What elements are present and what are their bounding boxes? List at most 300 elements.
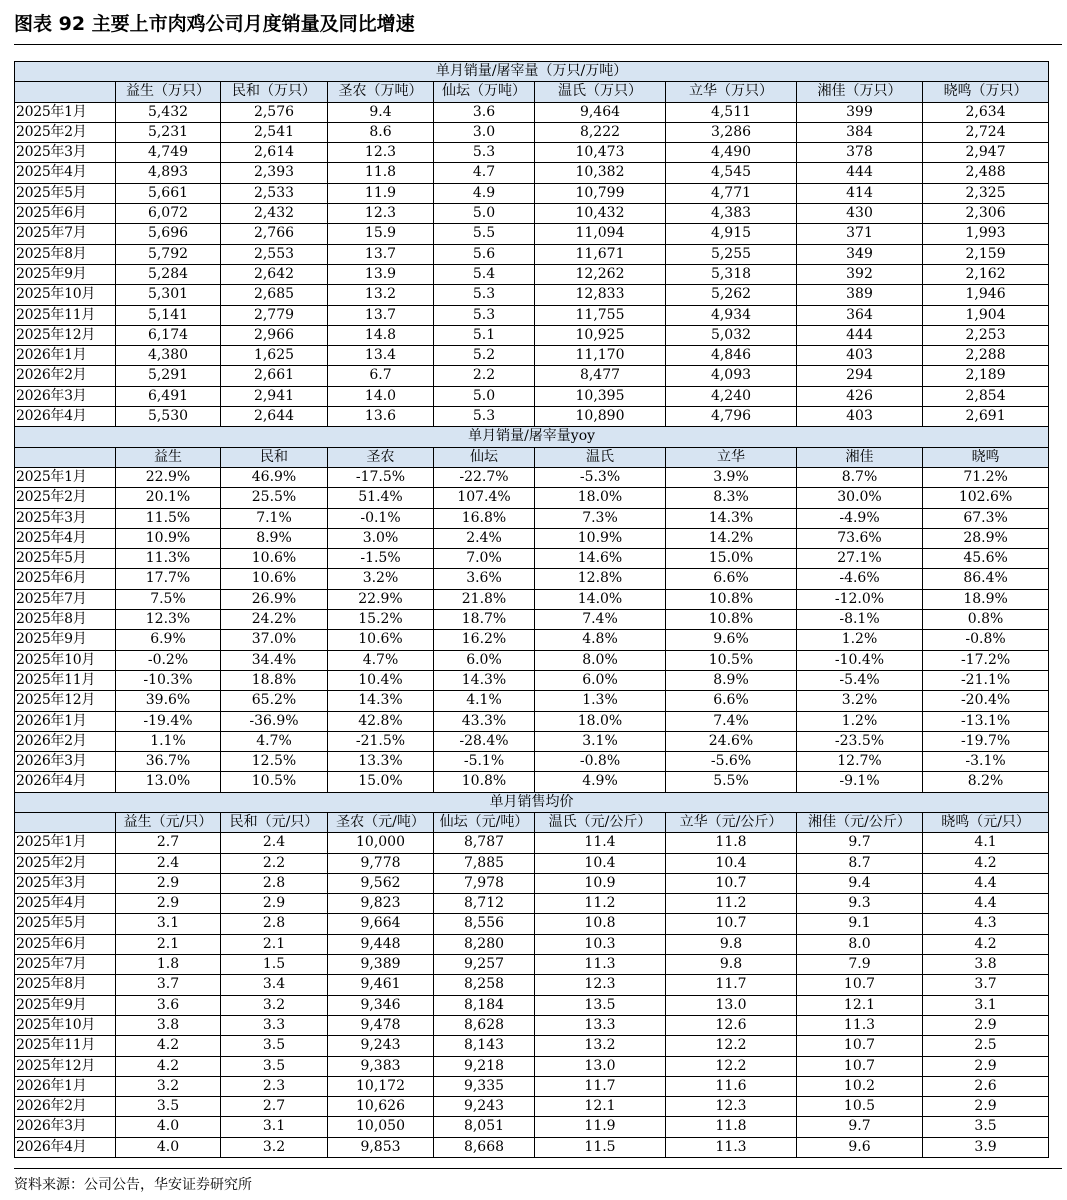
table-cell: -0.2% <box>116 650 221 670</box>
month-label: 2026年2月 <box>15 731 116 751</box>
table-cell: 3.3 <box>221 1015 328 1035</box>
month-label: 2025年11月 <box>15 670 116 690</box>
table-cell: -13.1% <box>923 711 1049 731</box>
table-cell: 9,478 <box>328 1015 434 1035</box>
table-cell: 8.9% <box>221 528 328 548</box>
table-cell: -4.6% <box>797 569 923 589</box>
table-cell: 9,448 <box>328 934 434 954</box>
table-cell: 11,170 <box>535 346 666 366</box>
table-cell: 1.5 <box>221 955 328 975</box>
table-cell: 4.4 <box>923 873 1049 893</box>
table-cell: 3.1 <box>923 995 1049 1015</box>
table-cell: 9,346 <box>328 995 434 1015</box>
table-cell: 107.4% <box>434 488 535 508</box>
table-cell: 14.2% <box>666 528 797 548</box>
month-label: 2025年1月 <box>15 833 116 853</box>
table-cell: 2,941 <box>221 386 328 406</box>
table-cell: 5.0 <box>434 204 535 224</box>
table-cell: 2,189 <box>923 366 1049 386</box>
month-label: 2025年10月 <box>15 285 116 305</box>
table-cell: 11.7 <box>535 1076 666 1096</box>
table-row <box>15 549 1049 569</box>
section-title: 单月销售均价 <box>15 792 1049 812</box>
table-cell: 22.9% <box>116 467 221 487</box>
table-cell: 5.3 <box>434 305 535 325</box>
section-title-row <box>15 427 1049 447</box>
table-cell: 12.3 <box>328 143 434 163</box>
table-cell: 18.8% <box>221 670 328 690</box>
table-cell: 3.2 <box>221 995 328 1015</box>
table-cell: 6.0% <box>535 670 666 690</box>
table-cell: 2,553 <box>221 244 328 264</box>
table-cell: 65.2% <box>221 691 328 711</box>
header-corner-cell <box>15 82 116 102</box>
table-cell: -3.1% <box>923 752 1049 772</box>
column-header: 圣农 <box>328 447 434 467</box>
table-row <box>15 122 1049 142</box>
table-cell: 2,634 <box>923 102 1049 122</box>
month-label: 2026年3月 <box>15 1117 116 1137</box>
table-cell: 8,556 <box>434 914 535 934</box>
table-cell: 10.4 <box>535 853 666 873</box>
table-row <box>15 1056 1049 1076</box>
month-label: 2025年3月 <box>15 508 116 528</box>
table-cell: 9,218 <box>434 1056 535 1076</box>
table-cell: 6.9% <box>116 630 221 650</box>
table-cell: -12.0% <box>797 589 923 609</box>
table-row <box>15 102 1049 122</box>
table-cell: 12.3 <box>328 204 434 224</box>
month-label: 2025年9月 <box>15 264 116 284</box>
table-cell: 2.8 <box>221 914 328 934</box>
table-cell: 4,934 <box>666 305 797 325</box>
table-cell: 4,893 <box>116 163 221 183</box>
table-cell: 24.6% <box>666 731 797 751</box>
table-cell: 4.3 <box>923 914 1049 934</box>
month-label: 2025年8月 <box>15 244 116 264</box>
table-cell: 7.9 <box>797 955 923 975</box>
table-cell: 25.5% <box>221 488 328 508</box>
table-cell: 12.2 <box>666 1036 797 1056</box>
column-header: 仙坛 <box>434 447 535 467</box>
table-cell: 3.2 <box>221 1137 328 1157</box>
table-row <box>15 508 1049 528</box>
table-cell: 2,393 <box>221 163 328 183</box>
table-row <box>15 934 1049 954</box>
table-cell: 8,628 <box>434 1015 535 1035</box>
table-cell: 2.4 <box>116 853 221 873</box>
table-cell: 2,253 <box>923 325 1049 345</box>
table-cell: 18.9% <box>923 589 1049 609</box>
table-cell: -17.5% <box>328 467 434 487</box>
table-cell: 2.5 <box>923 1036 1049 1056</box>
month-label: 2025年8月 <box>15 610 116 630</box>
table-cell: 9.8 <box>666 934 797 954</box>
table-row <box>15 285 1049 305</box>
table-cell: 7.1% <box>221 508 328 528</box>
table-cell: 2,724 <box>923 122 1049 142</box>
table-cell: 12.6 <box>666 1015 797 1035</box>
table-cell: 5.3 <box>434 285 535 305</box>
table-cell: -0.1% <box>328 508 434 528</box>
table-cell: 4,240 <box>666 386 797 406</box>
table-cell: 11.4 <box>535 833 666 853</box>
table-cell: 11.8 <box>666 1117 797 1137</box>
table-cell: 2.7 <box>116 833 221 853</box>
table-cell: 10.9% <box>116 528 221 548</box>
table-cell: 42.8% <box>328 711 434 731</box>
table-cell: 5.3 <box>434 407 535 427</box>
table-cell: 12.1 <box>797 995 923 1015</box>
table-cell: 3.7 <box>116 975 221 995</box>
section-title-row <box>15 792 1049 812</box>
table-row <box>15 325 1049 345</box>
month-label: 2025年7月 <box>15 589 116 609</box>
table-cell: 16.2% <box>434 630 535 650</box>
month-label: 2025年10月 <box>15 650 116 670</box>
table-cell: 11.5% <box>116 508 221 528</box>
table-cell: -19.7% <box>923 731 1049 751</box>
table-cell: 8,668 <box>434 1137 535 1157</box>
table-row <box>15 305 1049 325</box>
table-cell: 430 <box>797 204 923 224</box>
table-cell: 12.1 <box>535 1097 666 1117</box>
column-header: 仙坛（万吨） <box>434 82 535 102</box>
table-cell: 10.6% <box>221 549 328 569</box>
table-cell: 22.9% <box>328 589 434 609</box>
table-cell: 2.8 <box>221 873 328 893</box>
table-cell: 12.3 <box>666 1097 797 1117</box>
column-header-row <box>15 812 1049 832</box>
table-cell: 9,335 <box>434 1076 535 1096</box>
month-label: 2025年7月 <box>15 955 116 975</box>
table-cell: 10,799 <box>535 183 666 203</box>
table-cell: 4.1% <box>434 691 535 711</box>
column-header-row <box>15 447 1049 467</box>
table-cell: 11,755 <box>535 305 666 325</box>
table-cell: 13.3% <box>328 752 434 772</box>
table-cell: -4.9% <box>797 508 923 528</box>
table-cell: 15.0% <box>328 772 434 792</box>
table-cell: 5.4 <box>434 264 535 284</box>
table-cell: 11.8 <box>328 163 434 183</box>
table-cell: 2,162 <box>923 264 1049 284</box>
table-cell: 2,576 <box>221 102 328 122</box>
table-row <box>15 752 1049 772</box>
table-row <box>15 528 1049 548</box>
table-cell: 12.2 <box>666 1056 797 1076</box>
table-cell: 13.7 <box>328 244 434 264</box>
table-cell: 39.6% <box>116 691 221 711</box>
table-cell: 10.8 <box>535 914 666 934</box>
table-cell: 4.4 <box>923 894 1049 914</box>
table-row <box>15 1097 1049 1117</box>
table-cell: 11.7 <box>666 975 797 995</box>
table-cell: 2.1 <box>116 934 221 954</box>
table-row <box>15 1076 1049 1096</box>
table-cell: 6,072 <box>116 204 221 224</box>
table-cell: 7,885 <box>434 853 535 873</box>
table-cell: -28.4% <box>434 731 535 751</box>
table-cell: 13.0 <box>535 1056 666 1076</box>
table-row <box>15 569 1049 589</box>
table-cell: 6.0% <box>434 650 535 670</box>
table-cell: 8,143 <box>434 1036 535 1056</box>
month-label: 2026年1月 <box>15 1076 116 1096</box>
table-cell: 10.5% <box>666 650 797 670</box>
table-cell: 1.3% <box>535 691 666 711</box>
table-cell: 4.2 <box>116 1036 221 1056</box>
table-cell: -5.1% <box>434 752 535 772</box>
table-cell: 5,032 <box>666 325 797 345</box>
table-row <box>15 610 1049 630</box>
table-cell: 10.9 <box>535 873 666 893</box>
table-cell: 349 <box>797 244 923 264</box>
table-cell: 9,664 <box>328 914 434 934</box>
table-cell: 2,432 <box>221 204 328 224</box>
table-cell: 10,473 <box>535 143 666 163</box>
table-cell: -22.7% <box>434 467 535 487</box>
table-cell: -23.5% <box>797 731 923 751</box>
table-cell: 2,159 <box>923 244 1049 264</box>
table-cell: 3.2% <box>797 691 923 711</box>
table-cell: 10.7 <box>797 1056 923 1076</box>
table-cell: 3.2% <box>328 569 434 589</box>
month-label: 2025年4月 <box>15 894 116 914</box>
table-cell: 6,174 <box>116 325 221 345</box>
month-label: 2025年8月 <box>15 975 116 995</box>
table-cell: 11,671 <box>535 244 666 264</box>
table-cell: 13.2 <box>328 285 434 305</box>
table-cell: 2.9 <box>221 894 328 914</box>
section-title: 单月销量/屠宰量yoy <box>15 427 1049 447</box>
table-cell: 14.0 <box>328 386 434 406</box>
table-cell: 8.0 <box>797 934 923 954</box>
table-cell: 9,823 <box>328 894 434 914</box>
column-header-row <box>15 82 1049 102</box>
month-label: 2025年3月 <box>15 873 116 893</box>
column-header: 温氏（元/公斤） <box>535 812 666 832</box>
table-cell: 18.7% <box>434 610 535 630</box>
table-cell: 2,947 <box>923 143 1049 163</box>
table-cell: -0.8% <box>535 752 666 772</box>
table-cell: 8.0% <box>535 650 666 670</box>
table-cell: 8,712 <box>434 894 535 914</box>
table-cell: 2.9 <box>923 1015 1049 1035</box>
table-cell: 5,696 <box>116 224 221 244</box>
table-row <box>15 1137 1049 1157</box>
column-header: 晓鸣 <box>923 447 1049 467</box>
table-cell: 4.0 <box>116 1137 221 1157</box>
table-cell: 11.3 <box>535 955 666 975</box>
month-label: 2026年3月 <box>15 752 116 772</box>
column-header: 圣农（万吨） <box>328 82 434 102</box>
table-cell: 2.4 <box>221 833 328 853</box>
table-cell: 5,141 <box>116 305 221 325</box>
table-cell: 11.3 <box>666 1137 797 1157</box>
table-cell: 71.2% <box>923 467 1049 487</box>
table-cell: 10.4% <box>328 670 434 690</box>
table-cell: 10,626 <box>328 1097 434 1117</box>
table-cell: 10,050 <box>328 1117 434 1137</box>
month-label: 2025年1月 <box>15 467 116 487</box>
table-cell: 46.9% <box>221 467 328 487</box>
table-cell: 1.2% <box>797 711 923 731</box>
table-cell: 4,915 <box>666 224 797 244</box>
table-cell: 3.1 <box>116 914 221 934</box>
table-row <box>15 670 1049 690</box>
table-cell: 2.9 <box>923 1056 1049 1076</box>
table-cell: 8.9% <box>666 670 797 690</box>
table-cell: 10.6% <box>221 569 328 589</box>
table-cell: 20.1% <box>116 488 221 508</box>
table-cell: 2.3 <box>221 1076 328 1096</box>
table-row <box>15 691 1049 711</box>
column-header: 益生（元/只） <box>116 812 221 832</box>
table-cell: 34.4% <box>221 650 328 670</box>
table-cell: 10,432 <box>535 204 666 224</box>
table-cell: 4.9% <box>535 772 666 792</box>
table-cell: 8,787 <box>434 833 535 853</box>
table-cell: 2.1 <box>221 934 328 954</box>
table-cell: 3.4 <box>221 975 328 995</box>
table-cell: 5.5 <box>434 224 535 244</box>
table-cell: 3.9% <box>666 467 797 487</box>
table-cell: 37.0% <box>221 630 328 650</box>
table-cell: 10.7 <box>666 873 797 893</box>
table-cell: 10,890 <box>535 407 666 427</box>
table-cell: 10,172 <box>328 1076 434 1096</box>
column-header: 立华（元/公斤） <box>666 812 797 832</box>
table-cell: 67.3% <box>923 508 1049 528</box>
table-cell: 294 <box>797 366 923 386</box>
table-cell: 2,644 <box>221 407 328 427</box>
table-cell: 9.6% <box>666 630 797 650</box>
table-cell: 384 <box>797 122 923 142</box>
table-cell: 4,093 <box>666 366 797 386</box>
table-cell: 4,846 <box>666 346 797 366</box>
table-cell: 11,094 <box>535 224 666 244</box>
table-cell: 9.7 <box>797 1117 923 1137</box>
month-label: 2025年6月 <box>15 204 116 224</box>
table-cell: 9.1 <box>797 914 923 934</box>
table-row <box>15 264 1049 284</box>
month-label: 2026年1月 <box>15 346 116 366</box>
month-label: 2025年9月 <box>15 630 116 650</box>
table-row <box>15 955 1049 975</box>
table-cell: 15.2% <box>328 610 434 630</box>
table-cell: 10.7 <box>797 1036 923 1056</box>
table-cell: 12.8% <box>535 569 666 589</box>
table-cell: 8,280 <box>434 934 535 954</box>
bottom-divider <box>14 1168 1062 1169</box>
table-cell: 3.5 <box>221 1036 328 1056</box>
table-cell: 3.8 <box>116 1015 221 1035</box>
title-divider <box>14 44 1062 45</box>
table-cell: 10.5% <box>221 772 328 792</box>
table-cell: 5,255 <box>666 244 797 264</box>
table-cell: 13.0% <box>116 772 221 792</box>
table-cell: 3.0 <box>434 122 535 142</box>
month-label: 2025年6月 <box>15 934 116 954</box>
table-cell: 10.7 <box>797 975 923 995</box>
table-cell: 5,432 <box>116 102 221 122</box>
table-cell: 3.6 <box>434 102 535 122</box>
table-row <box>15 914 1049 934</box>
table-cell: -10.3% <box>116 670 221 690</box>
table-row <box>15 467 1049 487</box>
table-cell: 4,545 <box>666 163 797 183</box>
month-label: 2025年7月 <box>15 224 116 244</box>
table-cell: 11.8 <box>666 833 797 853</box>
table-row <box>15 711 1049 731</box>
table-cell: 11.2 <box>666 894 797 914</box>
table-cell: 11.3% <box>116 549 221 569</box>
table-cell: 7.4% <box>666 711 797 731</box>
table-cell: 3.0% <box>328 528 434 548</box>
month-label: 2025年6月 <box>15 569 116 589</box>
column-header: 圣农（元/吨） <box>328 812 434 832</box>
table-cell: 5.0 <box>434 386 535 406</box>
column-header: 立华 <box>666 447 797 467</box>
month-label: 2025年5月 <box>15 549 116 569</box>
table-cell: 13.7 <box>328 305 434 325</box>
table-cell: 7.0% <box>434 549 535 569</box>
table-cell: 10.8% <box>666 589 797 609</box>
table-cell: 7.3% <box>535 508 666 528</box>
month-label: 2025年12月 <box>15 691 116 711</box>
table-cell: 3.7 <box>923 975 1049 995</box>
table-cell: 2,325 <box>923 183 1049 203</box>
table-row <box>15 853 1049 873</box>
table-cell: 4.2 <box>923 853 1049 873</box>
table-cell: 4.7 <box>434 163 535 183</box>
table-cell: 86.4% <box>923 569 1049 589</box>
table-cell: 5,792 <box>116 244 221 264</box>
table-cell: 3.5 <box>221 1056 328 1076</box>
table-cell: 5.2 <box>434 346 535 366</box>
table-cell: 7,978 <box>434 873 535 893</box>
table-cell: 5.1 <box>434 325 535 345</box>
month-label: 2025年4月 <box>15 163 116 183</box>
table-cell: 9.4 <box>328 102 434 122</box>
table-cell: 43.3% <box>434 711 535 731</box>
table-row <box>15 224 1049 244</box>
table-cell: 30.0% <box>797 488 923 508</box>
table-body <box>15 62 1049 1158</box>
table-cell: 10.6% <box>328 630 434 650</box>
table-cell: 11.6 <box>666 1076 797 1096</box>
table-cell: 12.3 <box>535 975 666 995</box>
table-cell: 10,925 <box>535 325 666 345</box>
table-cell: 9.7 <box>797 833 923 853</box>
table-cell: 5,291 <box>116 366 221 386</box>
table-cell: 2.7 <box>221 1097 328 1117</box>
table-row <box>15 833 1049 853</box>
table-cell: 5,284 <box>116 264 221 284</box>
table-cell: 3.8 <box>923 955 1049 975</box>
table-cell: 4.9 <box>434 183 535 203</box>
table-cell: 13.0 <box>666 995 797 1015</box>
source-note: 资料来源：公司公告，华安证券研究所 <box>14 1177 252 1193</box>
month-label: 2025年11月 <box>15 305 116 325</box>
table-row <box>15 143 1049 163</box>
table-cell: 9,562 <box>328 873 434 893</box>
table-cell: 3.2 <box>116 1076 221 1096</box>
table-cell: 17.7% <box>116 569 221 589</box>
table-cell: 5,530 <box>116 407 221 427</box>
table-cell: 2,642 <box>221 264 328 284</box>
